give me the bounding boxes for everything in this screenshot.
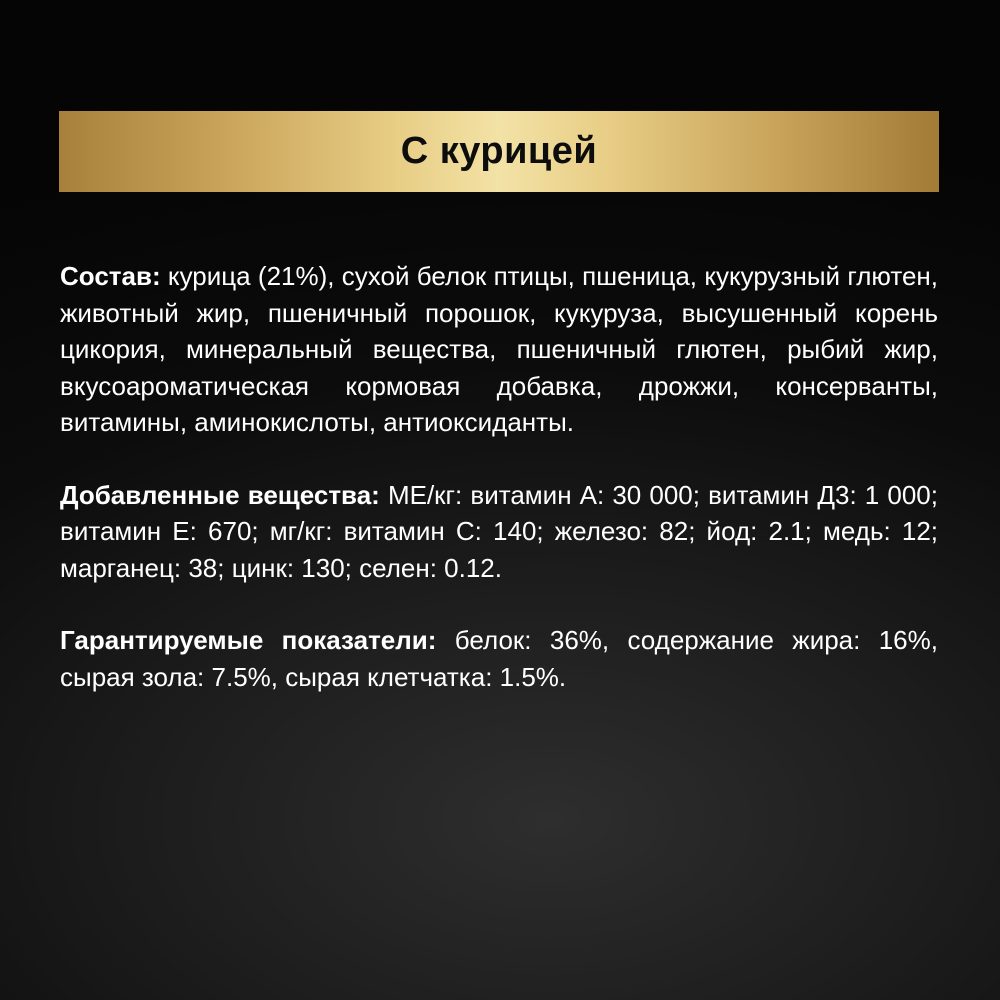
additives-label: Добавленные вещества: [60, 479, 380, 510]
guaranteed-values-text: белок: 36%, содержание жира: 16%, сырая зола: 7.5%, сырая клетчатка: 1.5%. [60, 625, 938, 692]
guaranteed-values-label: Гарантируемые показатели: [60, 625, 437, 655]
composition-text: курица (21%), сухой белок птицы, пшеница, кукурузный глютен, животный жир, пшеничный порошок, кукуруза, высушенный корень цикория, минеральный вещества, пшеничный глютен, рыбий жир, вкусоароматическая кормовая добавка, дрожжи, консерванты, витамины, аминокислоты, антиоксиданты. [60, 261, 938, 437]
composition-section [60, 258, 938, 441]
guaranteed-values-section [60, 622, 938, 695]
additives-section [60, 477, 938, 587]
product-info [60, 258, 938, 695]
composition-label: Состав: [60, 261, 161, 291]
title-banner [59, 111, 939, 192]
additives-text: МЕ/кг: витамин А: 30 000; витамин Д3: 1 000; витамин Е: 670; мг/кг: витамин С: 140; железо: 82; йод: 2.1; медь: 12; марганец: 38; цинк: 130; селен: 0.12. [60, 479, 938, 583]
banner-title: С курицей [400, 130, 598, 172]
